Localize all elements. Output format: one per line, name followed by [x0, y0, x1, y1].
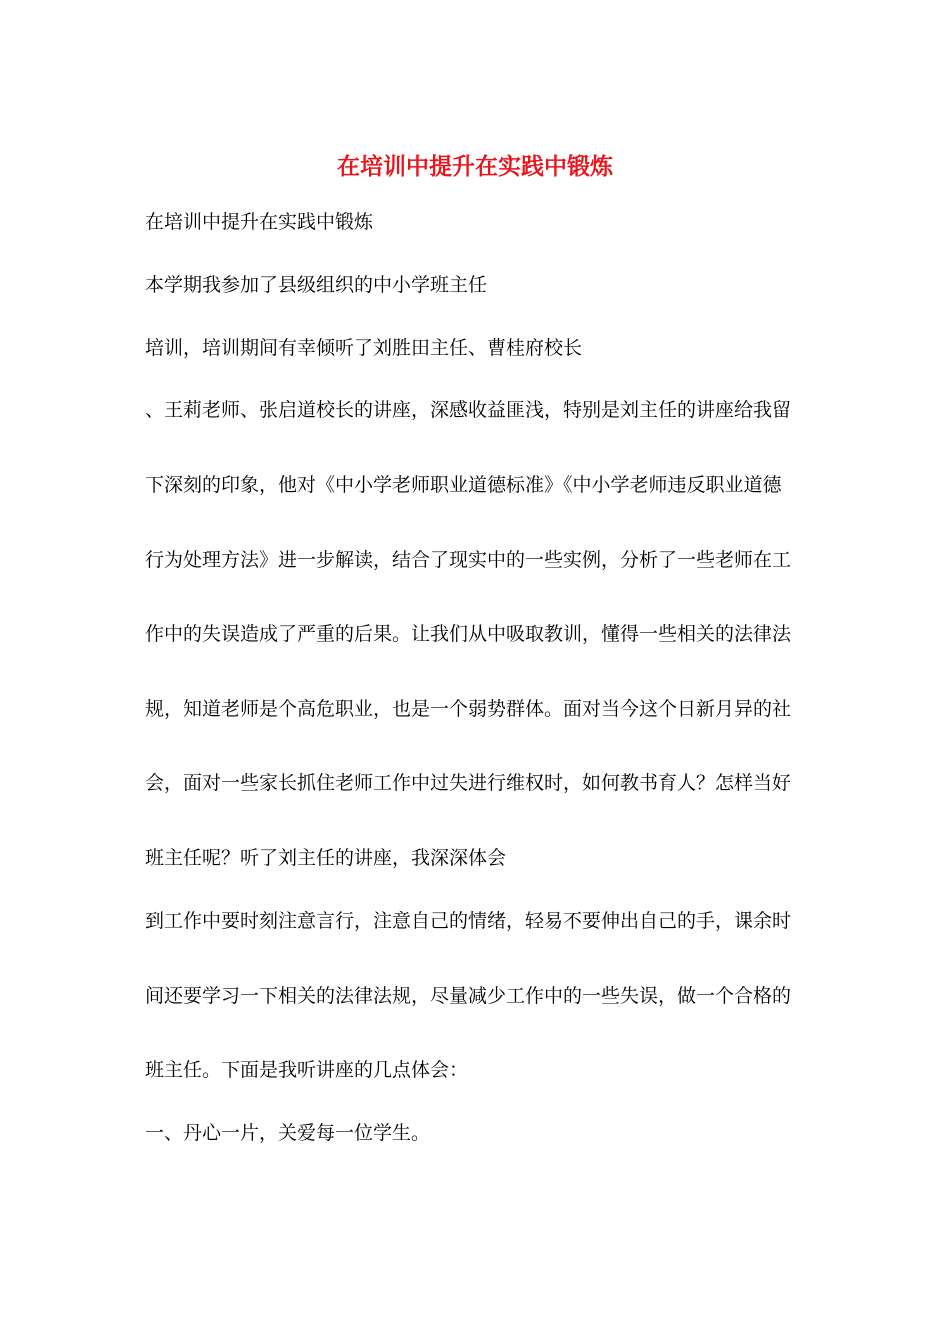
- paragraph-line: 班主任。下面是我听讲座的几点体会：: [145, 1059, 469, 1081]
- paragraph-line: 在培训中提升在实践中锻炼: [145, 211, 374, 233]
- paragraph-line: 会，面对一些家长抓住老师工作中过失进行维权时，如何教书育人？怎样当好: [145, 772, 792, 794]
- paragraph-line: 本学期我参加了县级组织的中小学班主任: [145, 274, 488, 296]
- section-heading: 一、丹心一片，关爱每一位学生。: [145, 1122, 431, 1144]
- paragraph-line: 间还要学习一下相关的法律法规，尽量减少工作中的一些失误，做一个合格的: [145, 985, 792, 1007]
- paragraph-line: 规，知道老师是个高危职业，也是一个弱势群体。面对当今这个日新月异的社: [145, 698, 792, 720]
- paragraph-line: 培训，培训期间有幸倾听了刘胜田主任、曹桂府校长: [145, 337, 583, 359]
- paragraph-line: 、王莉老师、张启道校长的讲座，深感收益匪浅，特别是刘主任的讲座给我留: [145, 399, 792, 421]
- paragraph-line: 到工作中要时刻注意言行，注意自己的情绪，轻易不要伸出自己的手，课余时: [145, 910, 792, 932]
- paragraph-line: 行为处理方法》进一步解读，结合了现实中的一些实例，分析了一些老师在工: [145, 549, 792, 571]
- document-title: 在培训中提升在实践中锻炼: [337, 153, 613, 180]
- paragraph-line: 下深刻的印象，他对《中小学老师职业道德标准》《中小学老师违反职业道德: [145, 474, 782, 496]
- paragraph-line: 班主任呢？听了刘主任的讲座，我深深体会: [145, 847, 507, 869]
- paragraph-line: 作中的失误造成了严重的后果。让我们从中吸取教训，懂得一些相关的法律法: [145, 623, 792, 645]
